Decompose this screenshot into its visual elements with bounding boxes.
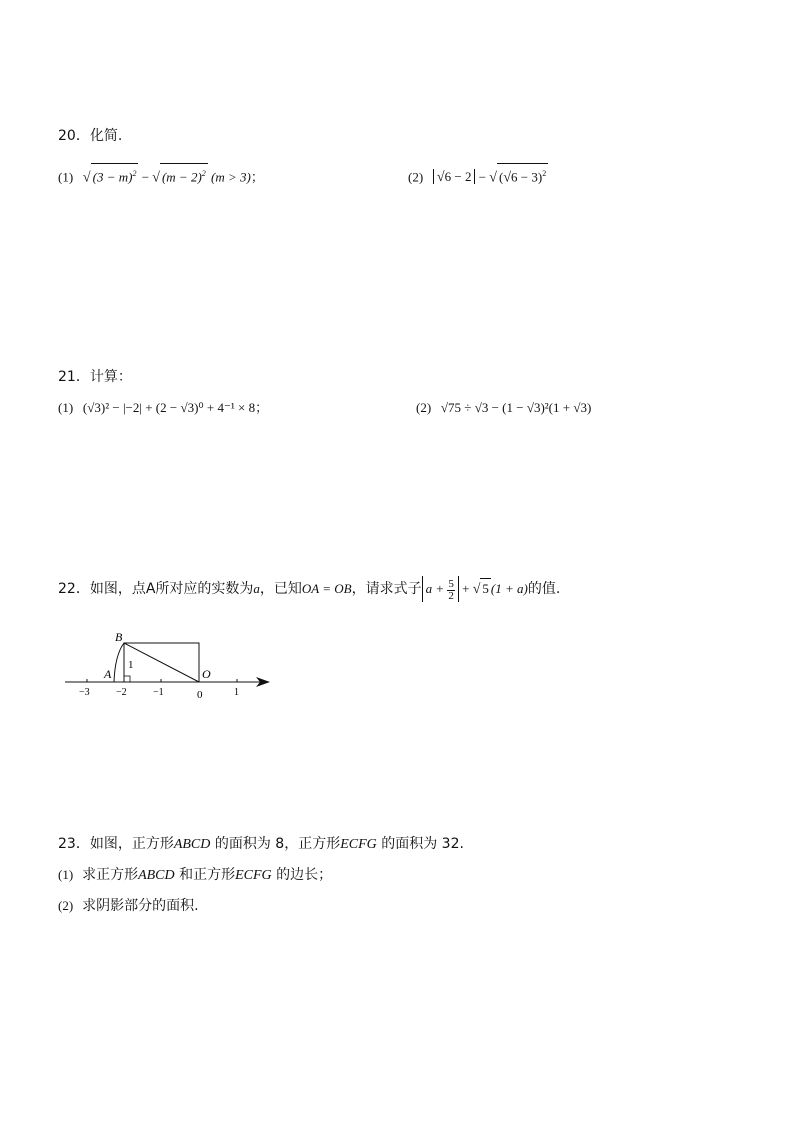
tick-label: −2 bbox=[116, 687, 127, 698]
q23-part1-a: 求正方形 bbox=[82, 867, 139, 883]
q22-abs-expr: a + $\frac{5}{2}$ bbox=[422, 576, 459, 602]
q22-number-line-figure bbox=[60, 625, 280, 705]
right-angle-marker bbox=[124, 676, 130, 682]
q22-equation: OA = OB bbox=[301, 581, 352, 596]
arc-b-to-a bbox=[114, 643, 124, 682]
q23-part1-abcd: ABCD bbox=[138, 868, 175, 883]
q22-var-a: a bbox=[253, 581, 260, 596]
sqrt-symbol: √ bbox=[152, 170, 160, 186]
q21-part1-expr: (√3)² − |−2| + (2 − √3)⁰ + 4⁻¹ × 8； bbox=[82, 400, 269, 415]
q23-title-a: 23．如图，正方形 bbox=[58, 836, 174, 852]
q20-part1-label: (1) bbox=[58, 169, 74, 185]
label-one: 1 bbox=[128, 659, 134, 671]
q23-part1-c: 的边长； bbox=[276, 867, 333, 883]
sqrt-symbol: √ bbox=[489, 170, 497, 186]
q23-part2 bbox=[58, 896, 199, 916]
label-o: O bbox=[202, 667, 211, 681]
label-a: A bbox=[104, 667, 112, 681]
q20-part2-minus: − bbox=[478, 169, 490, 185]
q20-title: 20．化简. bbox=[58, 128, 123, 144]
q23-title bbox=[58, 834, 464, 855]
q20-part2 bbox=[408, 163, 548, 188]
q23-part1-label: (1) bbox=[58, 867, 74, 882]
q20-part2-inner: $(√6 - 3)^2$ bbox=[497, 163, 548, 188]
q22-plus: + bbox=[458, 581, 473, 596]
diagonal-ob bbox=[124, 643, 199, 682]
q21-part2 bbox=[416, 398, 591, 418]
q23-part2-label: (2) bbox=[58, 898, 74, 913]
q23-part1 bbox=[58, 865, 332, 886]
q21-title: 21．计算： bbox=[58, 369, 132, 385]
q20-part1-end: ； bbox=[250, 170, 264, 186]
q20-part1-minus: − bbox=[141, 169, 153, 185]
sqrt-symbol: √ bbox=[82, 170, 91, 186]
q21-part1 bbox=[58, 398, 268, 418]
q23-part1-b: 和正方形 bbox=[179, 867, 236, 883]
q20-part1-expr-a: $(3 - m)^2$ bbox=[91, 163, 139, 187]
tick-label: −1 bbox=[153, 687, 164, 698]
label-b: B bbox=[115, 630, 123, 644]
tick-label: −3 bbox=[79, 687, 90, 698]
q23-part2-text: 求阴影部分的面积. bbox=[82, 898, 199, 914]
q22-text-d: 的值. bbox=[527, 581, 561, 597]
q23-title-c: 的面积为 32. bbox=[381, 836, 464, 852]
q20-part2-abs: √6 − 2 bbox=[433, 169, 476, 184]
q23-part1-ecfg: ECFG bbox=[235, 868, 272, 883]
q22-text-b: ，已知 bbox=[259, 581, 302, 597]
q20-part2-label: (2) bbox=[408, 169, 424, 185]
q20-part1-condition: (m > 3) bbox=[211, 169, 251, 185]
tick-label: 0 bbox=[197, 689, 203, 701]
q22-text-c: ，请求式子 bbox=[351, 581, 422, 597]
q22-sqrt5: √ 5 bbox=[473, 581, 491, 596]
q20-part1-expr-b: $(m - 2)^2$ bbox=[160, 163, 208, 187]
q21-part1-label: (1) bbox=[58, 400, 74, 415]
q21-part2-expr: √75 ÷ √3 − (1 − √3)²(1 + √3) bbox=[440, 400, 592, 415]
q22-statement bbox=[58, 576, 560, 602]
tick-label: 1 bbox=[234, 687, 239, 698]
q22-text-a: 22．如图，点A所对应的实数为 bbox=[58, 581, 254, 597]
q21-part2-label: (2) bbox=[416, 400, 432, 415]
q23-title-b: 的面积为 8，正方形 bbox=[214, 836, 341, 852]
q22-paren: (1 + a) bbox=[490, 581, 528, 596]
q23-abcd: ABCD bbox=[173, 837, 211, 852]
q23-ecfg: ECFG bbox=[340, 837, 377, 852]
q20-part1 bbox=[58, 163, 264, 188]
